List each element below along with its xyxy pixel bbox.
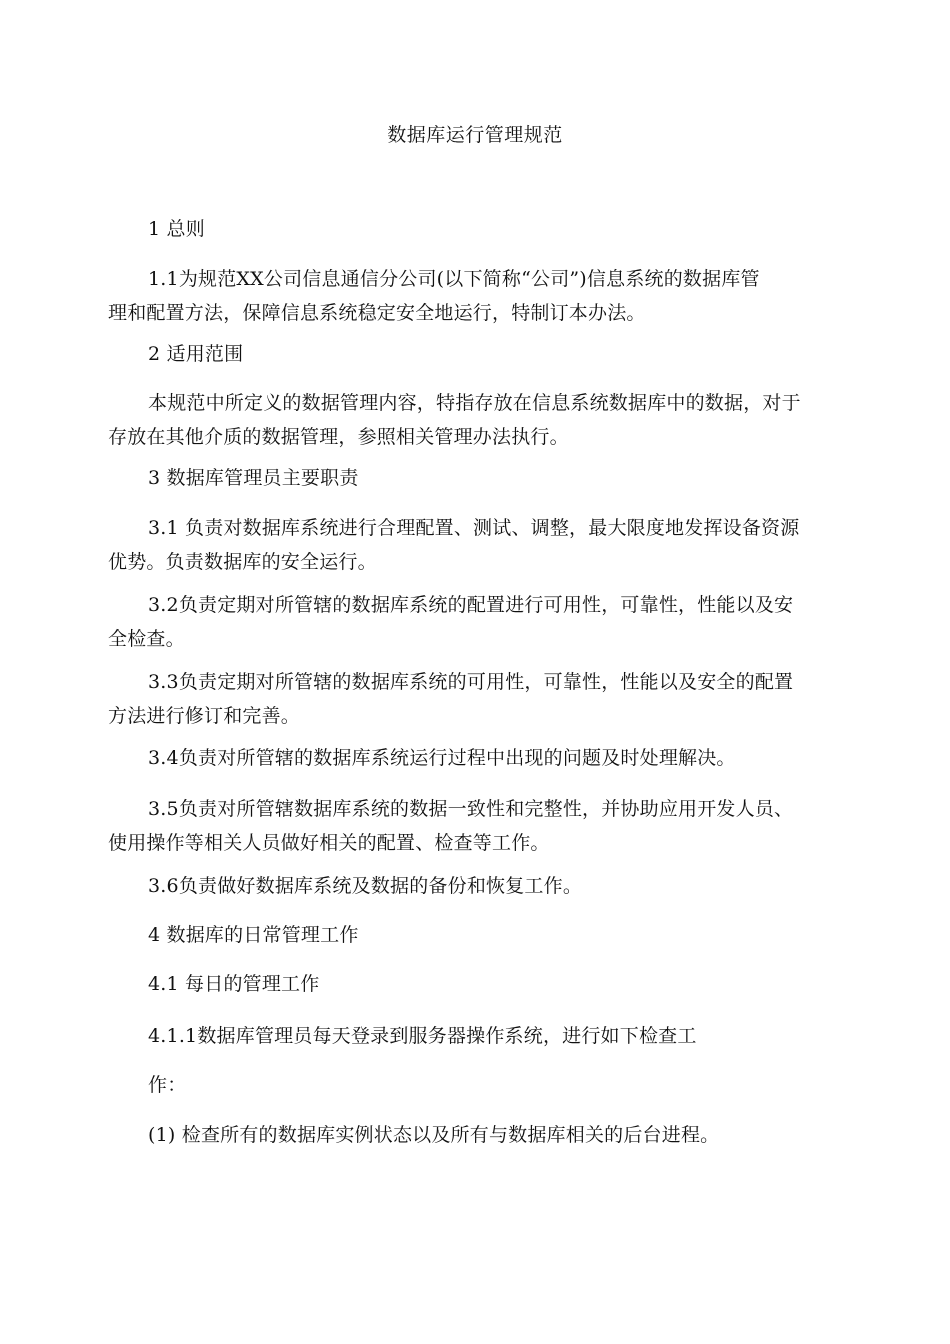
text-line: 4.1 每日的管理工作 bbox=[148, 973, 320, 995]
text-line: 优势。负责数据库的安全运行。 bbox=[108, 551, 377, 573]
section-heading-duties bbox=[108, 461, 842, 495]
text-line: 3 数据库管理员主要职责 bbox=[148, 467, 359, 489]
paragraph-scope bbox=[108, 386, 842, 454]
section-heading-general bbox=[108, 212, 842, 246]
text-line: 4 数据库的日常管理工作 bbox=[148, 924, 359, 946]
list-item-1 bbox=[108, 1118, 842, 1152]
text-line: 本规范中所定义的数据管理内容，特指存放在信息系统数据库中的数据，对于 bbox=[148, 392, 801, 414]
text-line: 存放在其他介质的数据管理，参照相关管理办法执行。 bbox=[108, 426, 569, 448]
text-line: 4.1.1数据库管理员每天登录到服务器操作系统，进行如下检查工 bbox=[148, 1025, 697, 1047]
section-heading-4-1 bbox=[108, 967, 842, 1001]
paragraph-3-4 bbox=[108, 741, 842, 775]
text-line: 全检查。 bbox=[108, 628, 185, 650]
text-line: 作： bbox=[148, 1074, 187, 1096]
paragraph-1-1 bbox=[108, 262, 842, 330]
text-line: (1) 检查所有的数据库实例状态以及所有与数据库相关的后台进程。 bbox=[148, 1124, 720, 1146]
text-line: 使用操作等相关人员做好相关的配置、检查等工作。 bbox=[108, 832, 550, 854]
text-line: 3.2负责定期对所管辖的数据库系统的配置进行可用性，可靠性，性能以及安 bbox=[148, 594, 794, 616]
text-line: 理和配置方法，保障信息系统稳定安全地运行，特制订本办法。 bbox=[108, 302, 646, 324]
paragraph-4-1-1 bbox=[108, 1019, 842, 1053]
paragraph-3-1 bbox=[108, 511, 842, 579]
text-line: 3.4负责对所管辖的数据库系统运行过程中出现的问题及时处理解决。 bbox=[148, 747, 736, 769]
paragraph-3-2 bbox=[108, 588, 842, 656]
section-heading-daily bbox=[108, 918, 842, 952]
paragraph-3-3 bbox=[108, 665, 842, 733]
paragraph-3-6 bbox=[108, 869, 842, 903]
text-line: 1.1为规范XX公司信息通信分公司(以下简称“公司”)信息系统的数据库管 bbox=[148, 268, 760, 290]
text-line: 3.5负责对所管辖数据库系统的数据一致性和完整性，并协助应用开发人员、 bbox=[148, 798, 794, 820]
text-line: 2 适用范围 bbox=[148, 343, 244, 365]
text-line: 3.1 负责对数据库系统进行合理配置、测试、调整，最大限度地发挥设备资源 bbox=[148, 517, 800, 539]
section-heading-scope bbox=[108, 337, 842, 371]
text-line: 3.3负责定期对所管辖的数据库系统的可用性，可靠性，性能以及安全的配置 bbox=[148, 671, 794, 693]
text-line: 3.6负责做好数据库系统及数据的备份和恢复工作。 bbox=[148, 875, 583, 897]
paragraph-3-5 bbox=[108, 792, 842, 860]
document-title: 数据库运行管理规范 bbox=[387, 124, 563, 146]
paragraph-4-1-1-continued bbox=[108, 1068, 842, 1102]
text-line: 方法进行修订和完善。 bbox=[108, 705, 301, 727]
text-line: 1 总则 bbox=[148, 218, 205, 240]
